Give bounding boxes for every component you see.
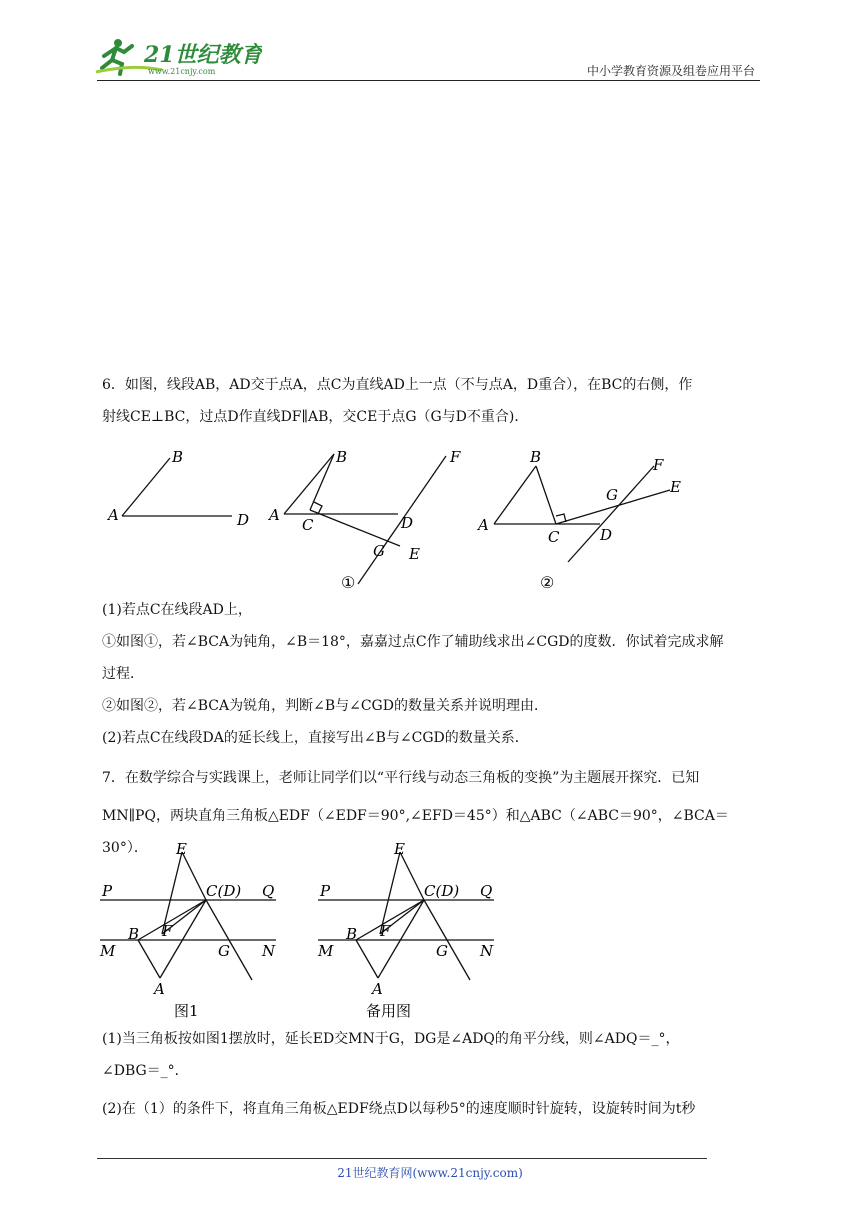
fig7a-caption: 图1	[174, 1002, 199, 1020]
fig1-label-F: F	[450, 448, 461, 466]
fig7b-label-G: G	[436, 942, 448, 960]
q7-part1: (1)当三角板按如图1摆放时，延长ED交MN于G，DG是∠ADQ的角平分线，则∠ADQ＝_°，	[102, 1031, 680, 1047]
q6-part1b: ②如图②，若∠BCA为锐角，判断∠B与∠CGD的数量关系并说明理由．	[102, 698, 548, 714]
fig7a-label-G: G	[218, 942, 230, 960]
fig7b-caption: 备用图	[366, 1002, 412, 1020]
fig7a-label-N: N	[262, 942, 276, 960]
fig7b-label-N: N	[480, 942, 494, 960]
fig2-label-F: F	[653, 456, 664, 474]
fig7b-label-M: M	[318, 942, 334, 960]
q6-part2: (2)若点C在线段DA的延长线上，直接写出∠B与∠CGD的数量关系．	[102, 730, 529, 746]
fig1-label-E: E	[409, 545, 420, 563]
fig7b-label-CD: C(D)	[424, 882, 460, 900]
header-divider	[97, 80, 760, 81]
fig7a-label-M: M	[100, 942, 116, 960]
fig7a-label-B: B	[128, 925, 140, 943]
figure-7-1-diagram	[100, 852, 276, 980]
fig7b-label-B: B	[346, 925, 358, 943]
question-7-figures	[96, 836, 516, 1024]
question-6-figures	[100, 440, 700, 595]
q6-part1a: ①如图①，若∠BCA为钝角，∠B＝18°，嘉嘉过点C作了辅助线求出∠CGD的度数．你试着完成求解	[102, 634, 724, 650]
q7-line1: 7．在数学综合与实践课上，老师让同学们以“平行线与动态三角板的变换”为主题展开探究．已知	[102, 770, 700, 786]
fig7b-label-A: A	[372, 980, 383, 998]
fig7b-label-E: E	[394, 840, 405, 858]
fig7b-label-P: P	[320, 882, 331, 900]
fig7a-label-Q: Q	[262, 882, 275, 900]
q7-line2: MN∥PQ，两块直角三角板△EDF（∠EDF＝90°,∠EFD＝45°）和△ABC（∠ABC＝90°，∠BCA＝30°）．	[102, 808, 729, 856]
fig1-label-C: C	[302, 516, 314, 534]
fig2-label-G: G	[606, 486, 618, 504]
fig1-label-A: A	[269, 506, 280, 524]
logo-url: www.21cnjy.com	[148, 67, 216, 76]
fig2-label-E: E	[670, 478, 681, 496]
fig0-label-D: D	[237, 511, 250, 529]
fig1-label-B: B	[336, 448, 348, 466]
fig0-label-A: A	[108, 506, 119, 524]
footer-link[interactable]: 21世纪教育网(www.21cnjy.com)	[337, 1166, 523, 1180]
q6-part1a-cont: 过程．	[102, 666, 144, 682]
q6-part1: (1)若点C在线段AD上，	[102, 602, 252, 618]
fig7b-label-F: F	[380, 922, 391, 940]
question-6-stem	[102, 369, 762, 433]
footer-divider	[97, 1158, 707, 1159]
fig7a-label-E: E	[176, 840, 187, 858]
q7-part2: (2)在（1）的条件下，将直角三角板△EDF绕点D以每秒5°的速度顺时针旋转，设旋转时间为t秒	[102, 1101, 696, 1117]
fig0-label-B: B	[172, 448, 184, 466]
figure-angle-BAD	[122, 458, 232, 516]
q6-line2: 射线CE⊥BC，过点D作直线DF∥AB，交CE于点G（G与D不重合)．	[102, 409, 529, 425]
fig7b-label-Q: Q	[480, 882, 493, 900]
site-logo	[92, 34, 262, 78]
question-6-parts	[102, 594, 762, 754]
logo-text: 21世纪教育	[144, 42, 262, 68]
fig2-label-B: B	[530, 448, 542, 466]
header-platform-text: 中小学教育资源及组卷应用平台	[586, 64, 755, 78]
fig1-label-G: G	[373, 542, 385, 560]
fig2-label-C: C	[548, 528, 560, 546]
fig7a-label-A: A	[154, 980, 165, 998]
fig1-label-D: D	[401, 514, 414, 532]
figure-2-diagram	[494, 466, 670, 562]
fig1-caption: ①	[341, 573, 356, 592]
q7-part1-cont: ∠DBG＝_°．	[102, 1063, 189, 1079]
fig2-label-D: D	[600, 526, 613, 544]
q6-line1: 6．如图，线段AB，AD交于点A，点C为直线AD上一点（不与点A，D重合），在BC的右侧，作	[102, 377, 693, 393]
fig7a-label-P: P	[102, 882, 113, 900]
fig7a-label-F: F	[162, 922, 173, 940]
fig7a-label-CD: C(D)	[206, 882, 242, 900]
fig2-label-A: A	[478, 516, 489, 534]
question-7-parts	[102, 1023, 762, 1125]
figure-7-2-diagram	[318, 852, 494, 980]
fig2-caption: ②	[540, 573, 555, 592]
